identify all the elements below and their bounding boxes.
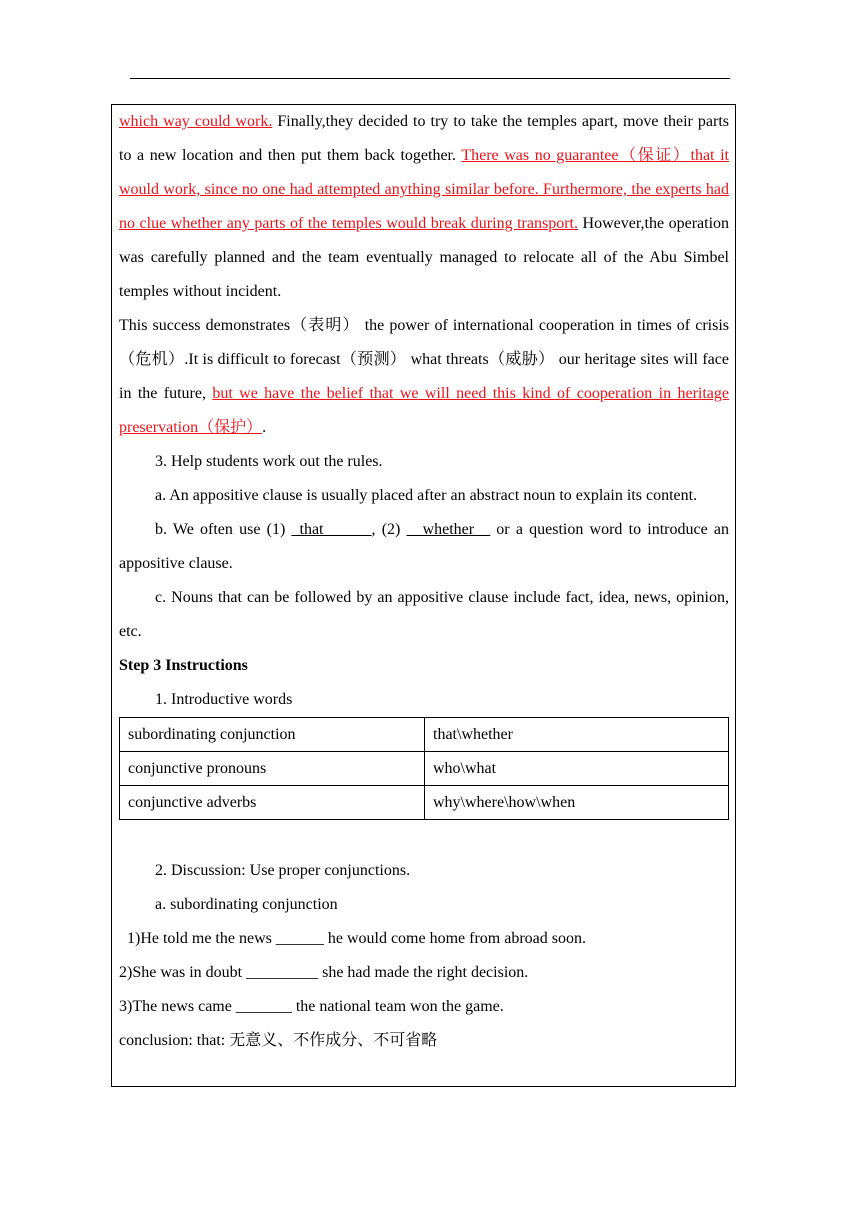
- rules-heading: 3. Help students work out the rules.: [155, 453, 383, 470]
- table-row: [120, 752, 729, 786]
- blank-answer-whether: __whether__: [406, 521, 491, 538]
- table-cell: subordinating conjunction: [120, 718, 425, 752]
- rule-b-text: , (2): [371, 521, 407, 538]
- rule-b-text: b. We often use (1): [155, 521, 292, 538]
- paragraph-cooperation: [119, 309, 729, 445]
- body-text: .: [262, 419, 267, 436]
- header-rule: [130, 78, 730, 79]
- rule-b: [119, 513, 729, 581]
- step3-title: Step 3 Instructions: [119, 657, 248, 674]
- rule-a: a. An appositive clause is usually placed after an abstract noun to explain its content.: [155, 487, 698, 504]
- table-cell: that\whether: [425, 718, 729, 752]
- document-body: [119, 105, 729, 1058]
- body-text: This success demonstrates（表明） the power of international cooperation in times of crisis（危机）.It is difficult to forecast（预测） what threats（威胁） our heritage sites will face in the future,: [119, 317, 729, 402]
- spacer: [119, 820, 729, 854]
- table-row: [120, 786, 729, 820]
- table-cell: who\what: [425, 752, 729, 786]
- highlight-sentence: There was no guarantee（保证）that it would work, since no one had attempted anything similar before. Furthermore, the experts had no clue whether any parts of the temples would break during transport.: [119, 147, 729, 232]
- body-text: Finally,they decided to try to take the temples apart, move their parts to a new location and then put them back together.: [119, 113, 730, 164]
- rule-c: c. Nouns that can be followed by an appositive clause include fact, idea, news, opinion, etc.: [119, 589, 729, 640]
- table-row: [120, 718, 729, 752]
- blank-answer-that: _that______: [291, 521, 372, 538]
- conclusion: conclusion: that: 无意义、不作成分、不可省略: [119, 1032, 438, 1049]
- highlight-sentence: which way could work.: [119, 113, 273, 130]
- table-cell: why\where\how\when: [425, 786, 729, 820]
- body-text: However,the operation was carefully planned and the team eventually managed to relocate all of the Abu Simbel temples without incident.: [119, 215, 730, 300]
- introductive-words-table: [119, 717, 729, 820]
- rule-b-text: or a question word to introduce an appositive clause.: [119, 521, 730, 572]
- table-cell: conjunctive adverbs: [120, 786, 425, 820]
- exercise-sentence-1: 1)He told me the news ______ he would come home from abroad soon.: [127, 930, 587, 947]
- table-cell: conjunctive pronouns: [120, 752, 425, 786]
- introductive-words-heading: 1. Introductive words: [155, 691, 293, 708]
- discussion-heading: 2. Discussion: Use proper conjunctions.: [155, 862, 411, 879]
- paragraph-abu-simbel: [119, 105, 729, 309]
- exercise-sentence-2: 2)She was in doubt _________ she had made the right decision.: [119, 964, 529, 981]
- exercise-sentence-3: 3)The news came _______ the national team won the game.: [119, 998, 504, 1015]
- discussion-subheading: a. subordinating conjunction: [155, 896, 338, 913]
- highlight-sentence: but we have the belief that we will need this kind of cooperation in heritage preservation（保护）: [119, 385, 729, 436]
